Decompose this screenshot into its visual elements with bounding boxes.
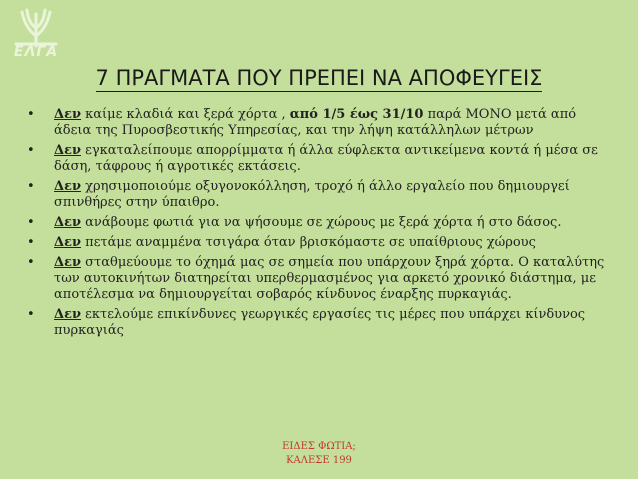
bullet-dot: • — [27, 307, 35, 322]
bullet-dot: • — [27, 143, 35, 158]
bullet-dot: • — [27, 107, 35, 122]
wheat-logo-icon — [10, 6, 62, 48]
negation-word: Δεν — [54, 307, 82, 322]
negation-word: Δεν — [54, 107, 82, 122]
item-text: σταθμεύουμε το όχημά μας σε σημεία που υπάρχουν ξηρά χόρτα. Ο καταλύτης των αυτοκινήτων διατηρείται υπερθερμασμένος για αρκετό χρονικό διάστημα, με αποτέλεσμα να δημιουργείται σοβαρός κίνδυνος έναρξης πυρκαγιάς. — [54, 255, 605, 302]
list-item — [27, 307, 613, 339]
slide-title — [0, 66, 638, 90]
list-item — [27, 235, 613, 251]
footer-line-2: ΚΑΛΕΣΕ 199 — [286, 455, 352, 466]
item-text: καίμε κλαδιά και ξερά χόρτα , — [81, 107, 290, 122]
item-text: παρά ΜΟΝΟ μετά από άδεια της Πυροσβεστικής Υπηρεσίας, και την λήψη κατάλληλων μέτρων — [54, 107, 577, 138]
list-item — [27, 143, 613, 175]
logo-text: ΕΛΓΑ — [13, 44, 59, 60]
item-text: πετάμε αναμμένα τσιγάρα όταν βρισκόμαστε σε υπαίθριους χώρους — [81, 235, 536, 250]
item-text: εκτελούμε επικίνδυνες γεωργικές εργασίες τις μέρες που υπάρχει κίνδυνος πυρκαγιάς — [54, 307, 586, 338]
date-range: από 1/5 έως 31/10 — [289, 107, 424, 122]
bullet-dot: • — [27, 179, 35, 194]
negation-word: Δεν — [54, 255, 82, 270]
emergency-footer — [269, 440, 369, 468]
negation-word: Δεν — [54, 143, 82, 158]
item-text: χρησιμοποιούμε οξυγονοκόλληση, τροχό ή άλλο εργαλείο που δημιουργεί σπινθήρες στην ύπαιθρο. — [54, 179, 570, 210]
footer-line-1: ΕΙΔΕΣ ΦΩΤΙΑ; — [282, 441, 356, 452]
bullet-list — [27, 107, 613, 343]
list-item — [27, 255, 613, 303]
list-item — [27, 179, 613, 211]
bullet-dot: • — [27, 215, 35, 230]
negation-word: Δεν — [54, 235, 82, 250]
list-item — [27, 107, 613, 139]
title-text: 7 ΠΡΑΓΜΑΤΑ ΠΟΥ ΠΡΕΠΕΙ ΝΑ ΑΠΟΦΕΥΓΕΙΣ — [95, 66, 543, 90]
bullet-dot: • — [27, 235, 35, 250]
item-text: εγκαταλείπουμε απορρίμματα ή άλλα εύφλεκτα αντικείμενα κοντά ή μέσα σε δάση, τάφρους ή αγροτικές εκτάσεις. — [54, 143, 598, 174]
negation-word: Δεν — [54, 215, 82, 230]
negation-word: Δεν — [54, 179, 82, 194]
list-item — [27, 215, 613, 231]
bullet-dot: • — [27, 255, 35, 270]
item-text: ανάβουμε φωτιά για να ψήσουμε σε χώρους με ξερά χόρτα ή στο δάσος. — [81, 215, 562, 230]
